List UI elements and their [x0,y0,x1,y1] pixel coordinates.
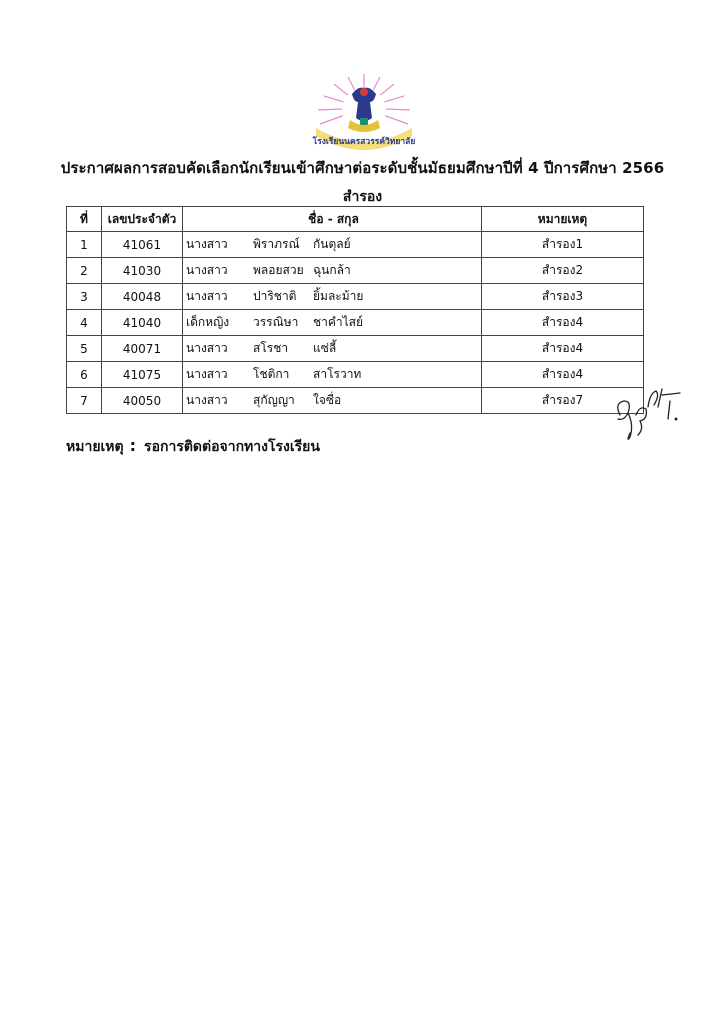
row-name [183,310,482,336]
first-name: พิราภรณ์ [253,237,300,251]
remark [66,436,320,458]
name-prefix: นางสาว [186,367,228,381]
row-name [183,336,482,362]
header-name: ชื่อ - สกุล [183,207,482,232]
page-title: ประกาศผลการสอบคัดเลือกนักเรียนเข้าศึกษาต่อระดับชั้นมัธยมศึกษาปีที่ 4 ปีการศึกษา 2566 [60,159,665,177]
last-name: ยิ้มละม้าย [313,289,364,303]
row-note: สำรอง4 [482,310,644,336]
name-prefix: เด็กหญิง [186,315,230,329]
first-name: วรรณิษา [253,315,299,329]
page-subtitle: สำรอง [342,189,383,205]
header-no: ที่ [67,207,102,232]
table-row [67,388,644,414]
first-name: โชติกา [253,367,290,381]
first-name: พลอยสวย [253,263,304,277]
results-table [66,206,644,414]
first-name: สโรชา [253,341,289,355]
row-no: 3 [67,284,102,310]
last-name: สาโรวาท [313,367,362,381]
row-no: 5 [67,336,102,362]
row-no: 6 [67,362,102,388]
table-row [67,310,644,336]
row-name [183,284,482,310]
row-name [183,232,482,258]
row-name [183,258,482,284]
table-row [67,336,644,362]
row-id: 41040 [102,310,183,336]
logo-banner-text: โรงเรียนนครสวรรค์วิทยาลัย [312,137,416,147]
row-note: สำรอง2 [482,258,644,284]
remark-label: หมายเหตุ [66,439,124,455]
row-note: สำรอง3 [482,284,644,310]
row-no: 1 [67,232,102,258]
last-name: แซ่ลี้ [313,341,337,355]
table-row [67,284,644,310]
row-id: 41061 [102,232,183,258]
row-id: 41075 [102,362,183,388]
last-name: ชาคำไสย์ [313,315,364,329]
row-id: 40048 [102,284,183,310]
row-name [183,388,482,414]
header-id: เลขประจำตัว [102,207,183,232]
row-note: สำรอง4 [482,336,644,362]
handwritten-signature-icon [600,385,686,447]
row-name [183,362,482,388]
name-prefix: นางสาว [186,341,228,355]
last-name: กันตุลย์ [313,237,351,251]
table-header-row [67,207,644,232]
name-prefix: นางสาว [186,393,228,407]
remark-text: รอการติดต่อจากทางโรงเรียน [144,439,320,455]
table-row [67,258,644,284]
row-note: สำรอง1 [482,232,644,258]
row-note: สำรอง4 [482,362,644,388]
table-row [67,362,644,388]
remark-colon: : [129,436,137,455]
first-name: สุกัญญา [253,393,295,407]
last-name: ฉุนกล้า [313,263,351,277]
last-name: ใจซื่อ [313,393,342,407]
row-no: 7 [67,388,102,414]
header-note: หมายเหตุ [482,207,644,232]
row-note: สำรอง7 [482,388,644,414]
row-id: 40050 [102,388,183,414]
name-prefix: นางสาว [186,237,228,251]
row-id: 41030 [102,258,183,284]
school-emblem-icon [308,72,420,154]
row-no: 4 [67,310,102,336]
row-id: 40071 [102,336,183,362]
name-prefix: นางสาว [186,289,228,303]
table-row [67,232,644,258]
first-name: ปาริชาติ [253,289,297,303]
name-prefix: นางสาว [186,263,228,277]
row-no: 2 [67,258,102,284]
